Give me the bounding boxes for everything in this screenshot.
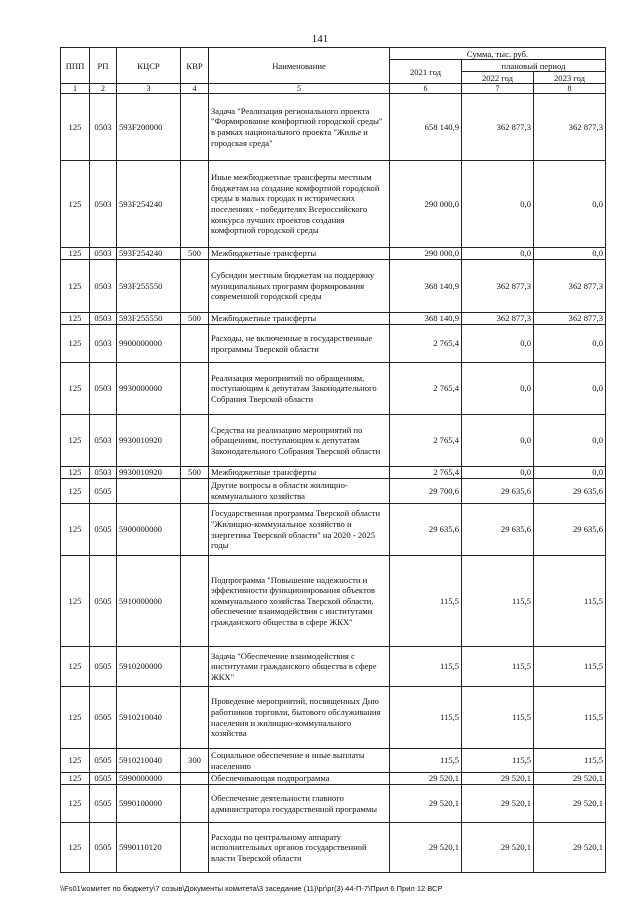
- cell-amount-2023: 362 877,3: [534, 313, 606, 325]
- cell-kcsr: 9930010920: [117, 467, 181, 479]
- cell-rp: 0503: [90, 467, 117, 479]
- table-row: [61, 504, 606, 556]
- cell-amount-2021: 29 520,1: [390, 773, 462, 785]
- cell-kvr: [181, 363, 209, 415]
- cell-ppp: 125: [61, 363, 90, 415]
- cell-kcsr: 593F200000: [117, 94, 181, 161]
- table-row: [61, 313, 606, 325]
- cell-amount-2023: 115,5: [534, 647, 606, 687]
- cell-kvr: [181, 647, 209, 687]
- cell-amount-2021: 115,5: [390, 749, 462, 773]
- header-rp: РП: [90, 48, 117, 84]
- table-row: [61, 785, 606, 823]
- cell-kcsr: 5990110120: [117, 823, 181, 873]
- table-row: [61, 94, 606, 161]
- cell-amount-2021: 2 765,4: [390, 363, 462, 415]
- cell-amount-2022: 362 877,3: [462, 260, 534, 313]
- cell-kvr: [181, 823, 209, 873]
- column-number: 7: [462, 84, 534, 94]
- table-row: [61, 161, 606, 248]
- column-number: 2: [90, 84, 117, 94]
- cell-amount-2022: 115,5: [462, 647, 534, 687]
- cell-ppp: 125: [61, 773, 90, 785]
- cell-ppp: 125: [61, 467, 90, 479]
- cell-ppp: 125: [61, 260, 90, 313]
- table-row: [61, 823, 606, 873]
- cell-amount-2022: 0,0: [462, 325, 534, 363]
- column-number: 3: [117, 84, 181, 94]
- cell-amount-2022: 0,0: [462, 467, 534, 479]
- cell-kcsr: 5990000000: [117, 773, 181, 785]
- cell-amount-2021: 658 140,9: [390, 94, 462, 161]
- cell-kvr: 300: [181, 749, 209, 773]
- cell-name: Межбюджетные трансферты: [209, 467, 390, 479]
- cell-amount-2023: 29 635,6: [534, 479, 606, 504]
- cell-amount-2023: 362 877,3: [534, 260, 606, 313]
- cell-ppp: 125: [61, 687, 90, 749]
- cell-kvr: [181, 479, 209, 504]
- header-year-2021: 2021 год: [390, 60, 462, 84]
- cell-name: Средства на реализацию мероприятий по обращениям, поступающим к депутатам Законодательного Собрания Тверской области: [209, 415, 390, 467]
- cell-kcsr: 5910000000: [117, 556, 181, 647]
- cell-amount-2023: 0,0: [534, 415, 606, 467]
- cell-name: Социальное обеспечение и иные выплаты населению: [209, 749, 390, 773]
- cell-rp: 0505: [90, 556, 117, 647]
- cell-ppp: 125: [61, 161, 90, 248]
- header-year-2022: 2022 год: [462, 72, 534, 84]
- cell-name: Расходы, не включенные в государственные программы Тверской области: [209, 325, 390, 363]
- cell-amount-2022: 362 877,3: [462, 94, 534, 161]
- cell-name: Задача "Обеспечение взаимодействия с институтами гражданского общества в сфере ЖКХ": [209, 647, 390, 687]
- cell-kcsr: 593F255550: [117, 313, 181, 325]
- cell-amount-2023: 115,5: [534, 556, 606, 647]
- cell-kcsr: 5900000000: [117, 504, 181, 556]
- cell-name: Обеспечивающая подпрограмма: [209, 773, 390, 785]
- cell-amount-2023: 0,0: [534, 363, 606, 415]
- column-numbers-row: [61, 84, 606, 94]
- cell-ppp: 125: [61, 556, 90, 647]
- cell-amount-2022: 29 520,1: [462, 773, 534, 785]
- cell-amount-2022: 29 520,1: [462, 785, 534, 823]
- header-planned-period: плановый период: [462, 60, 606, 72]
- cell-name: Другие вопросы в области жилищно-коммунального хозяйства: [209, 479, 390, 504]
- cell-name: Проведение мероприятий, посвященных Дню работников торговли, бытового обслуживания населения и жилищно-коммунального хозяйства: [209, 687, 390, 749]
- cell-amount-2023: 0,0: [534, 325, 606, 363]
- table-row: [61, 415, 606, 467]
- cell-amount-2021: 29 700,6: [390, 479, 462, 504]
- cell-ppp: 125: [61, 94, 90, 161]
- cell-amount-2023: 0,0: [534, 248, 606, 260]
- cell-kvr: 500: [181, 467, 209, 479]
- cell-rp: 0505: [90, 687, 117, 749]
- table-row: [61, 687, 606, 749]
- cell-kvr: [181, 785, 209, 823]
- cell-ppp: 125: [61, 248, 90, 260]
- cell-kvr: [181, 687, 209, 749]
- header-year-2023: 2023 год: [534, 72, 606, 84]
- cell-ppp: 125: [61, 479, 90, 504]
- cell-ppp: 125: [61, 504, 90, 556]
- cell-rp: 0503: [90, 363, 117, 415]
- cell-ppp: 125: [61, 325, 90, 363]
- cell-name: Расходы по центральному аппарату исполнительных органов государственной власти Тверской области: [209, 823, 390, 873]
- cell-name: Иные межбюджетные трансферты местным бюджетам на создание комфортной городской среды в малых городах и исторических поселениях - победителях Всероссийского конкурса лучших проектов создания комфортной городской среды: [209, 161, 390, 248]
- cell-amount-2021: 2 765,4: [390, 325, 462, 363]
- table-row: [61, 248, 606, 260]
- cell-kcsr: 593F254240: [117, 248, 181, 260]
- header-kvr: КВР: [181, 48, 209, 84]
- cell-amount-2021: 368 140,9: [390, 313, 462, 325]
- table-row: [61, 479, 606, 504]
- cell-kcsr: 9900000000: [117, 325, 181, 363]
- cell-ppp: 125: [61, 313, 90, 325]
- cell-amount-2023: 0,0: [534, 467, 606, 479]
- table-body: [61, 94, 606, 873]
- cell-amount-2022: 115,5: [462, 687, 534, 749]
- cell-name: Государственная программа Тверской области "Жилищно-коммунальное хозяйство и энергетика Тверской области" на 2020 - 2025 годы: [209, 504, 390, 556]
- cell-amount-2022: 115,5: [462, 749, 534, 773]
- table-row: [61, 647, 606, 687]
- cell-amount-2021: 368 140,9: [390, 260, 462, 313]
- cell-rp: 0505: [90, 647, 117, 687]
- cell-amount-2022: 29 520,1: [462, 823, 534, 873]
- budget-table: [60, 47, 606, 873]
- table-row: [61, 773, 606, 785]
- cell-amount-2023: 29 520,1: [534, 823, 606, 873]
- cell-name: Межбюджетные трансферты: [209, 248, 390, 260]
- cell-amount-2022: 0,0: [462, 415, 534, 467]
- cell-rp: 0505: [90, 504, 117, 556]
- cell-kcsr: 5990100000: [117, 785, 181, 823]
- table-row: [61, 467, 606, 479]
- cell-kvr: [181, 325, 209, 363]
- page-number: 141: [311, 33, 329, 45]
- cell-amount-2021: 115,5: [390, 687, 462, 749]
- cell-ppp: 125: [61, 749, 90, 773]
- cell-ppp: 125: [61, 823, 90, 873]
- cell-amount-2021: 2 765,4: [390, 467, 462, 479]
- cell-kvr: [181, 94, 209, 161]
- cell-name: Субсидии местным бюджетам на поддержку муниципальных программ формирования современной городской среды: [209, 260, 390, 313]
- cell-amount-2022: 29 635,6: [462, 479, 534, 504]
- cell-rp: 0505: [90, 773, 117, 785]
- cell-kvr: [181, 504, 209, 556]
- cell-kcsr: 5910210040: [117, 687, 181, 749]
- cell-kvr: [181, 415, 209, 467]
- column-number: 1: [61, 84, 90, 94]
- cell-amount-2022: 0,0: [462, 248, 534, 260]
- cell-amount-2021: 290 000,0: [390, 248, 462, 260]
- cell-ppp: 125: [61, 785, 90, 823]
- table-row: [61, 325, 606, 363]
- cell-amount-2023: 29 520,1: [534, 773, 606, 785]
- cell-kcsr: 593F255550: [117, 260, 181, 313]
- column-number: 4: [181, 84, 209, 94]
- cell-rp: 0503: [90, 313, 117, 325]
- cell-ppp: 125: [61, 415, 90, 467]
- cell-kvr: [181, 260, 209, 313]
- cell-amount-2023: 0,0: [534, 161, 606, 248]
- cell-amount-2022: 115,5: [462, 556, 534, 647]
- cell-amount-2022: 0,0: [462, 363, 534, 415]
- cell-rp: 0503: [90, 415, 117, 467]
- cell-name: Обеспечение деятельности главного администратора государственной программы: [209, 785, 390, 823]
- cell-name: Подпрограмма "Повышение надежности и эффективности функционирования объектов коммунального хозяйства Тверской области, обеспечение взаимодействия с институтами гражданского общества в сфере ЖКХ": [209, 556, 390, 647]
- cell-kvr: 500: [181, 313, 209, 325]
- cell-kvr: [181, 161, 209, 248]
- cell-rp: 0505: [90, 823, 117, 873]
- column-number: 5: [209, 84, 390, 94]
- file-path-footer: \\Fs01\комитет по бюджету\7 созыв\Документы комитета\3 заседание (11)\pr\pr(3) 44-П-7\Прил 6 Прил 12 ВСР: [60, 884, 443, 893]
- cell-amount-2021: 29 635,6: [390, 504, 462, 556]
- cell-kvr: 500: [181, 248, 209, 260]
- cell-rp: 0505: [90, 785, 117, 823]
- cell-kcsr: 5910200000: [117, 647, 181, 687]
- cell-kcsr: 593F254240: [117, 161, 181, 248]
- cell-ppp: 125: [61, 647, 90, 687]
- cell-amount-2021: 29 520,1: [390, 785, 462, 823]
- column-number: 6: [390, 84, 462, 94]
- cell-amount-2022: 29 635,6: [462, 504, 534, 556]
- cell-amount-2023: 362 877,3: [534, 94, 606, 161]
- cell-rp: 0503: [90, 161, 117, 248]
- cell-rp: 0505: [90, 749, 117, 773]
- cell-name: Реализация мероприятий по обращениям, поступающим к депутатам Законодательного Собрания Тверской области: [209, 363, 390, 415]
- column-number: 8: [534, 84, 606, 94]
- cell-kcsr: 9930000000: [117, 363, 181, 415]
- header-name: Наименование: [209, 48, 390, 84]
- cell-rp: 0505: [90, 479, 117, 504]
- header-sum: Сумма, тыс. руб.: [390, 48, 606, 60]
- cell-amount-2021: 2 765,4: [390, 415, 462, 467]
- cell-kcsr: 5910210040: [117, 749, 181, 773]
- cell-amount-2022: 0,0: [462, 161, 534, 248]
- table-row: [61, 749, 606, 773]
- cell-amount-2021: 115,5: [390, 556, 462, 647]
- header-kcsr: КЦСР: [117, 48, 181, 84]
- cell-amount-2022: 362 877,3: [462, 313, 534, 325]
- cell-amount-2023: 115,5: [534, 687, 606, 749]
- cell-rp: 0503: [90, 260, 117, 313]
- cell-name: Межбюджетные трансферты: [209, 313, 390, 325]
- cell-amount-2023: 29 520,1: [534, 785, 606, 823]
- cell-amount-2021: 115,5: [390, 647, 462, 687]
- table-row: [61, 363, 606, 415]
- cell-rp: 0503: [90, 94, 117, 161]
- cell-kvr: [181, 556, 209, 647]
- cell-name: Задача "Реализация регионального проекта "Формирование комфортной городской среды" в рамках национального проекта "Жилье и городская среда": [209, 94, 390, 161]
- cell-kcsr: 9930010920: [117, 415, 181, 467]
- cell-amount-2023: 115,5: [534, 749, 606, 773]
- table-row: [61, 260, 606, 313]
- cell-rp: 0503: [90, 248, 117, 260]
- table-row: [61, 556, 606, 647]
- cell-amount-2023: 29 635,6: [534, 504, 606, 556]
- cell-rp: 0503: [90, 325, 117, 363]
- cell-amount-2021: 29 520,1: [390, 823, 462, 873]
- cell-kvr: [181, 773, 209, 785]
- cell-amount-2021: 290 000,0: [390, 161, 462, 248]
- cell-kcsr: [117, 479, 181, 504]
- header-ppp: ППП: [61, 48, 90, 84]
